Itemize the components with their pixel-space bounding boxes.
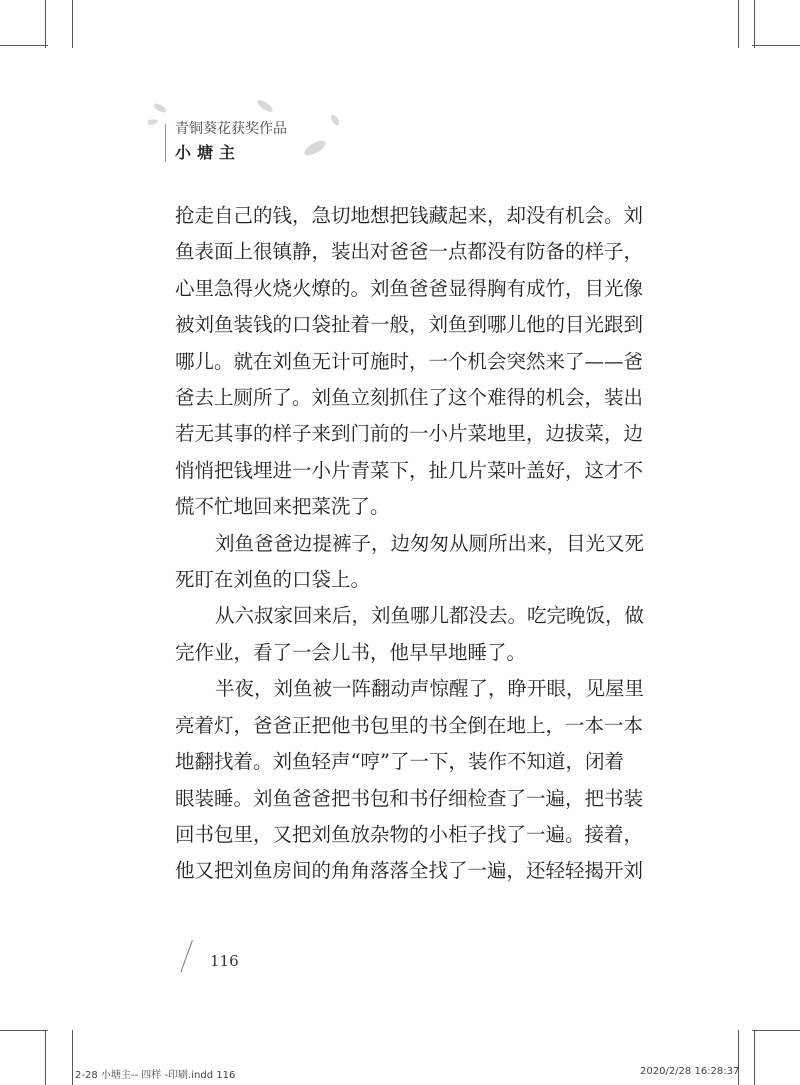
- text-line: 哪儿。就在刘鱼无计可施时，一个机会突然来了——爸: [175, 349, 644, 373]
- header-rule: [165, 124, 166, 162]
- footer-file-info: 2-28 小塘主-- 四样 -印刷.indd 116: [75, 1070, 236, 1081]
- text-line: 完作业，看了一会儿书，他早早地睡了。: [175, 640, 527, 664]
- text-line: 他又把刘鱼房间的角角落落全找了一遍，还轻轻揭开刘: [175, 859, 644, 883]
- text-line: 若无其事的样子来到门前的一小片菜地里，边拔菜，边: [175, 422, 644, 446]
- book-title: 小塘主: [175, 143, 242, 162]
- text-line: 鱼表面上很镇静，装出对爸爸一点都没有防备的样子，: [175, 240, 644, 264]
- crop-mark-bottom-left-h: [0, 1030, 48, 1031]
- page-number: 116: [210, 952, 239, 970]
- text-line: 被刘鱼装钱的口袋扯着一般，刘鱼到哪儿他的目光跟到: [175, 313, 644, 337]
- text-line: 眼装睡。刘鱼爸爸把书包和书仔细检查了一遍，把书装: [175, 786, 644, 810]
- text-line: 爸去上厕所了。刘鱼立刻抓住了这个难得的机会，装出: [175, 386, 644, 410]
- series-label: 青铜葵花获奖作品: [175, 121, 287, 137]
- text-line: 慌不忙地回来把菜洗了。: [175, 495, 390, 519]
- crop-mark-top-right-h: [752, 45, 800, 46]
- crop-mark-bottom-right-h: [752, 1030, 800, 1031]
- crop-mark-top-right-v2: [738, 0, 739, 48]
- text-line: 抢走自己的钱，急切地想把钱藏起来，却没有机会。刘: [175, 204, 644, 227]
- text-line: 半夜，刘鱼被一阵翻动声惊醒了，睁开眼，见屋里: [215, 677, 645, 701]
- page-number-slash: [180, 940, 193, 972]
- crop-mark-top-left-h: [0, 45, 48, 46]
- footer-timestamp: 2020/2/28 16:28:37: [640, 1066, 740, 1077]
- text-line: 悄悄把钱埋进一小片青菜下，扯几片菜叶盖好，这才不: [175, 458, 644, 482]
- crop-mark-top-left-v: [45, 0, 46, 48]
- crop-mark-top-left-v2: [72, 0, 73, 48]
- text-line: 回书包里，又把刘鱼放杂物的小柜子找了一遍。接着，: [175, 822, 644, 846]
- crop-mark-top-right-v: [754, 0, 755, 48]
- crop-mark-bottom-left-v: [45, 1030, 46, 1085]
- text-line: 死盯在刘鱼的口袋上。: [175, 568, 371, 592]
- body-text: [175, 198, 645, 890]
- text-line: 亮着灯，爸爸正把他书包里的书全倒在地上，一本一本: [175, 713, 644, 737]
- crop-mark-bottom-right-v: [754, 1030, 755, 1085]
- text-line: 地翻找着。刘鱼轻声“哼”了一下，装作不知道，闭着: [175, 750, 624, 774]
- text-line: 刘鱼爸爸边提裤子，边匆匆从厕所出来，目光又死: [215, 531, 645, 555]
- crop-mark-bottom-left-v2: [72, 1030, 73, 1085]
- text-line: 心里急得火烧火燎的。刘鱼爸爸显得胸有成竹，目光像: [175, 276, 644, 300]
- text-line: 从六叔家回来后，刘鱼哪儿都没去。吃完晚饭，做: [215, 604, 645, 628]
